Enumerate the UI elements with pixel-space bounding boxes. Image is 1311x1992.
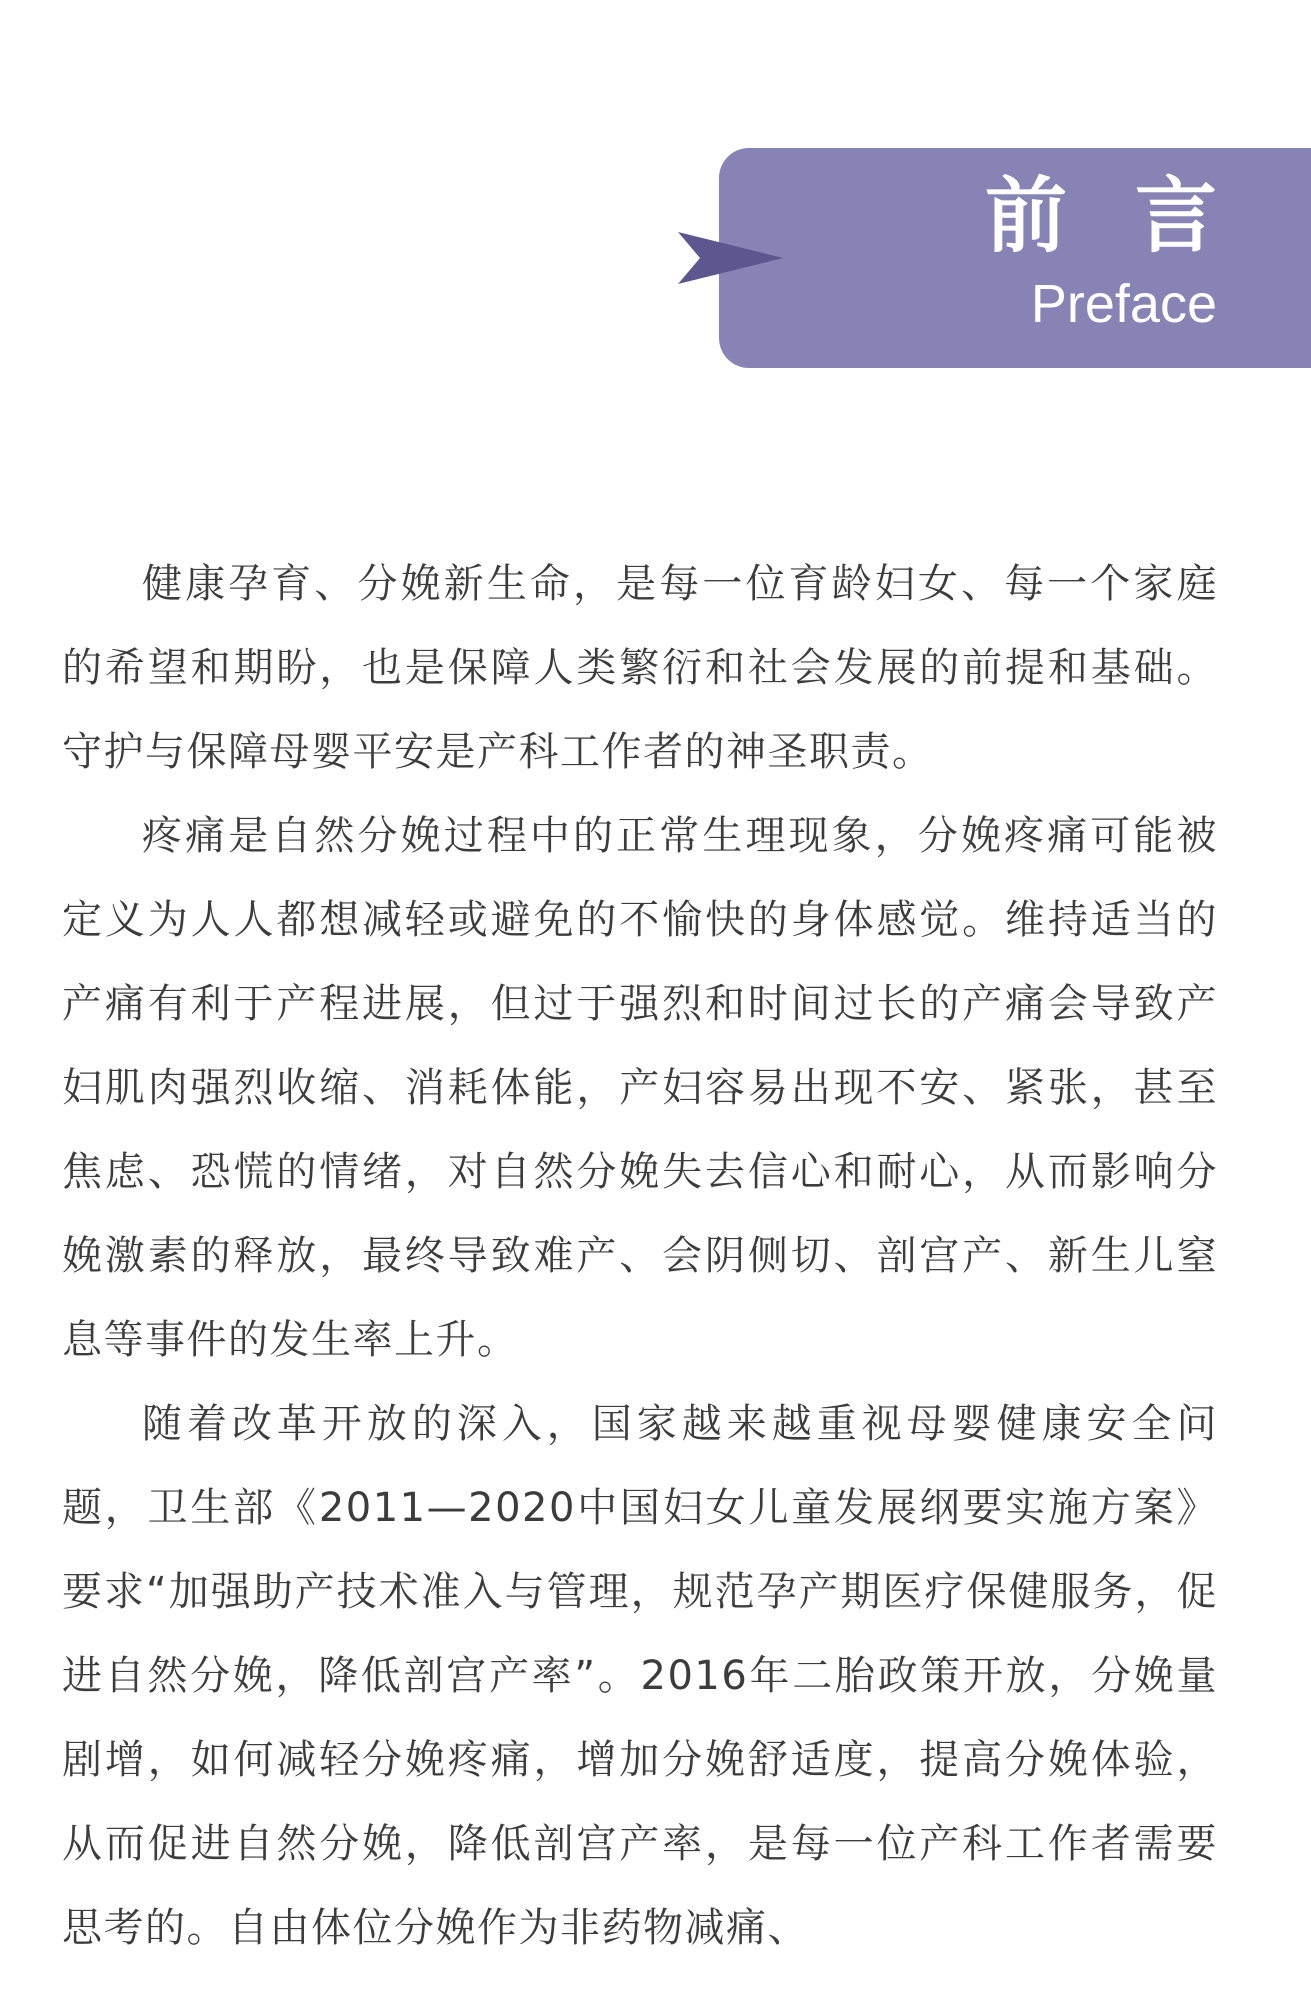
arrow-pointer-icon — [678, 232, 783, 284]
paragraph-3: 随着改革开放的深入，国家越来越重视母婴健康安全问题，卫生部《2011—2020中国妇女儿童发展纲要实施方案》要求“加强助产技术准入与管理，规范孕产期医疗保健服务，促进自然分娩，降低剖宫产率”。2016年二胎政策开放，分娩量剧增，如何减轻分娩疼痛，增加分娩舒适度，提高分娩体验，从而促进自然分娩，降低剖宫产率，是每一位产科工作者需要思考的。自由体位分娩作为非药物减痛、 — [62, 1401, 1218, 1951]
paragraph-2: 疼痛是自然分娩过程中的正常生理现象，分娩疼痛可能被定义为人人都想减轻或避免的不愉快的身体感觉。维持适当的产痛有利于产程进展，但过于强烈和时间过长的产痛会导致产妇肌肉强烈收缩、消耗体能，产妇容易出现不安、紧张，甚至焦虑、恐慌的情绪，对自然分娩失去信心和耐心，从而影响分娩激素的释放，最终导致难产、会阴侧切、剖宫产、新生儿窒息等事件的发生率上升。 — [62, 813, 1218, 1363]
preface-body — [62, 542, 1218, 1970]
page-subtitle-english: Preface — [1030, 274, 1217, 334]
paragraph-1: 健康孕育、分娩新生命，是每一位育龄妇女、每一个家庭的希望和期盼，也是保障人类繁衍和社会发展的前提和基础。守护与保障母婴平安是产科工作者的神圣职责。 — [62, 561, 1218, 775]
page-title: 前言 — [984, 168, 1285, 264]
